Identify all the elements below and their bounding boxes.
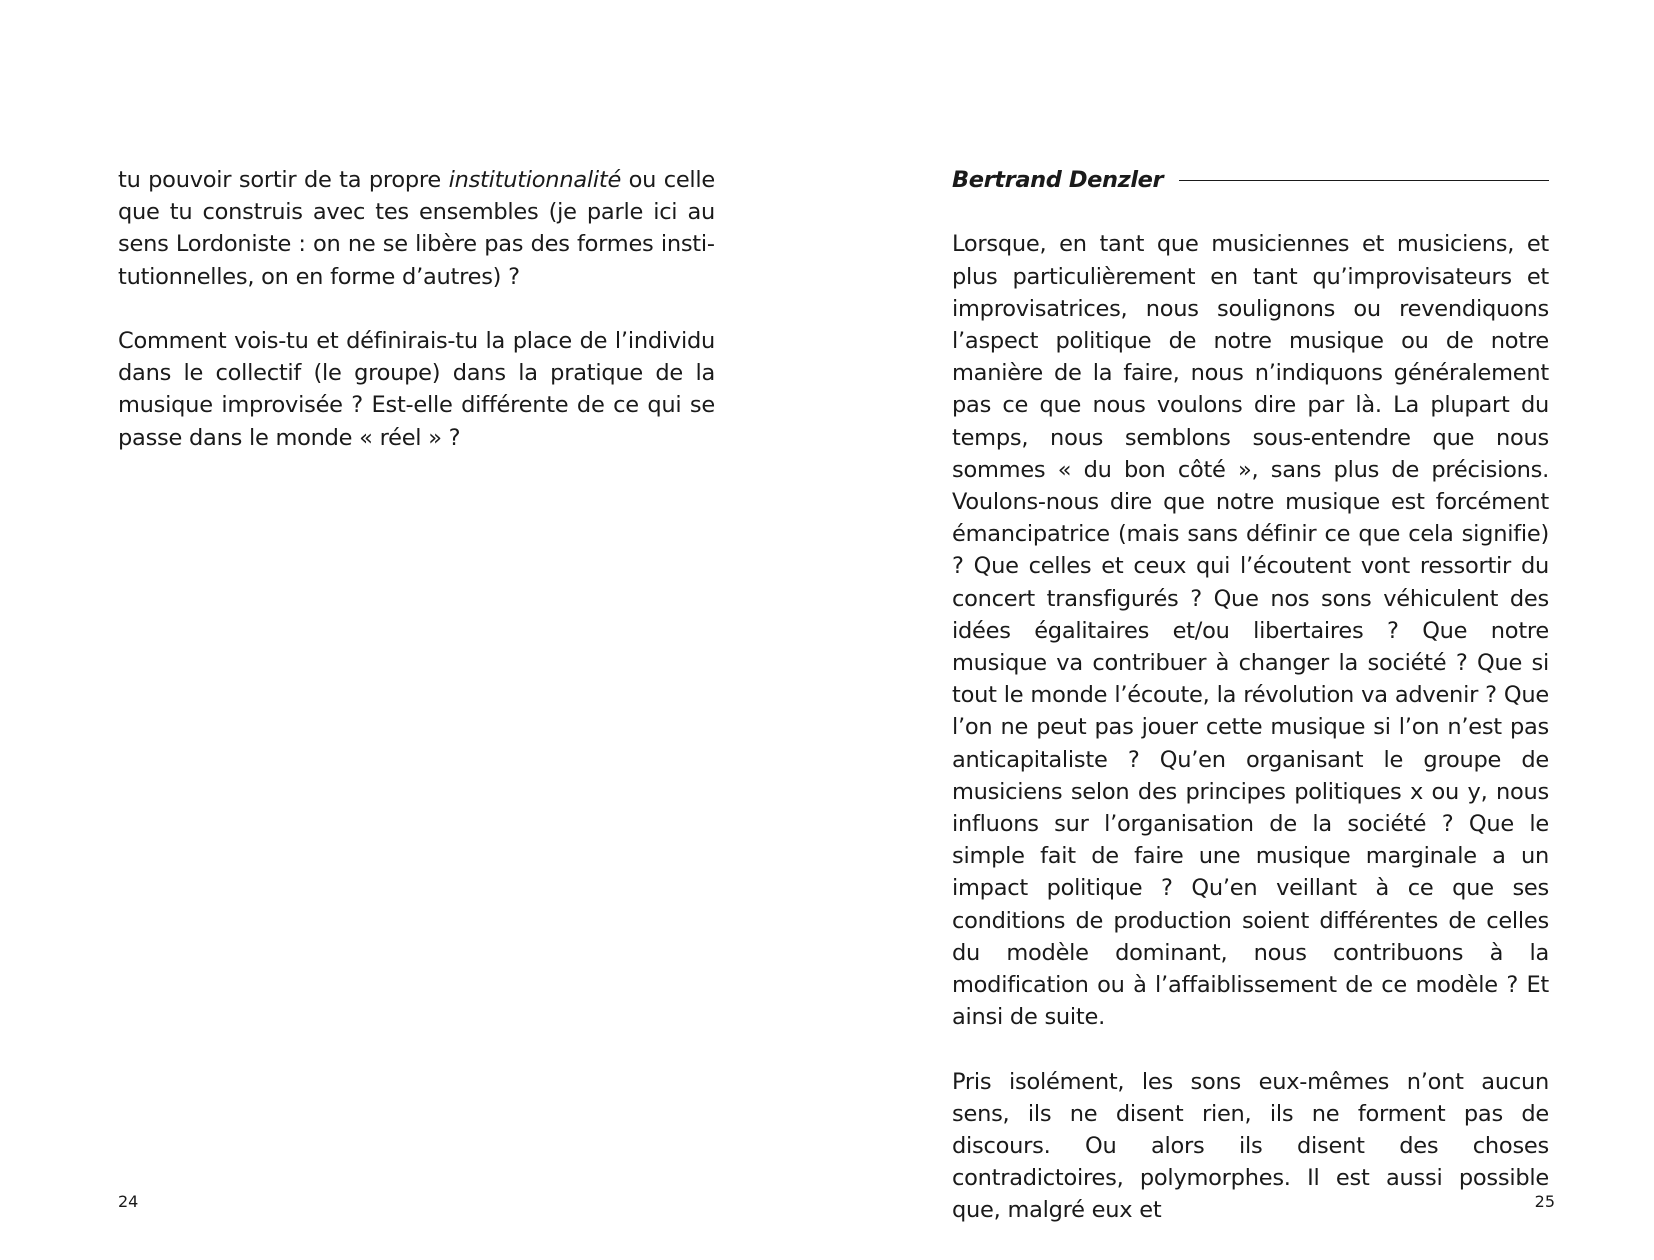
- author-name: Bertrand Denzler: [952, 167, 1164, 193]
- left-text-column: [118, 164, 715, 454]
- section-heading: [952, 164, 1549, 196]
- page-number-right: 25: [1534, 1192, 1555, 1211]
- heading-rule: [1179, 180, 1549, 181]
- left-paragraph-2: Comment vois-tu et définirais-tu la place de l’individu dans le collectif (le groupe) dans la pratique de la musique improvisée ? Est-elle différente de ce qui se passe dans le monde « réel » ?: [118, 328, 715, 451]
- left-paragraph-1-end: ou celle que tu construis avec tes ensembles (je parle ici au sens Lordoniste : on ne se libère pas des formes institutionnelles, on en forme d’autres) ?: [118, 167, 716, 290]
- page-number-left: 24: [118, 1192, 139, 1211]
- left-paragraph-1-start: tu pouvoir sortir de ta propre: [118, 167, 449, 193]
- right-page: [827, 0, 1654, 1260]
- left-paragraph-1: [118, 164, 715, 293]
- right-paragraph-1: Lorsque, en tant que musiciennes et musiciens, et plus particulièrement en tant qu’improvisateurs et improvisatrices, nous soulignons ou revendiquons l’aspect politique de notre musique ou de notre manière de la faire, nous n’indiquons généralement pas ce que nous voulons dire par là. La plupart du temps, nous semblons sous-entendre que nous sommes « du bon côté », sans plus de précisions. Voulons-nous dire que notre musique est forcément émancipatrice (mais sans définir ce que cela signifie) ? Que celles et ceux qui l’écoutent vont ressortir du concert transfigurés ? Que nos sons véhiculent des idées égalitaires et/ou libertaires ? Que notre musique va contribuer à changer la société ? Que si tout le monde l’écoute, la révolution va advenir ? Que l’on ne peut pas jouer cette musique si l’on n’est pas anticapitaliste ? Qu’en organisant le groupe de musiciens selon des principes politiques x ou y, nous influons sur l’organisation de la société ? Que le simple fait de faire une musique marginale a un impact politique ? Qu’en veillant à ce que ses conditions de production soient différentes de celles du modèle dominant, nous contribuons à la modification ou à l’affaiblissement de ce modèle ? Et ainsi de suite.: [952, 231, 1549, 1031]
- right-text-column: [952, 164, 1549, 1227]
- right-paragraph-2: Pris isolément, les sons eux-mêmes n’ont aucun sens, ils ne disent rien, ils ne forment pas de discours. Ou alors ils disent des choses contradictoires, polymorphes. Il est aussi possible que, malgré eux et: [952, 1068, 1549, 1224]
- left-paragraph-1-emphasis: institutionnalité: [448, 167, 622, 193]
